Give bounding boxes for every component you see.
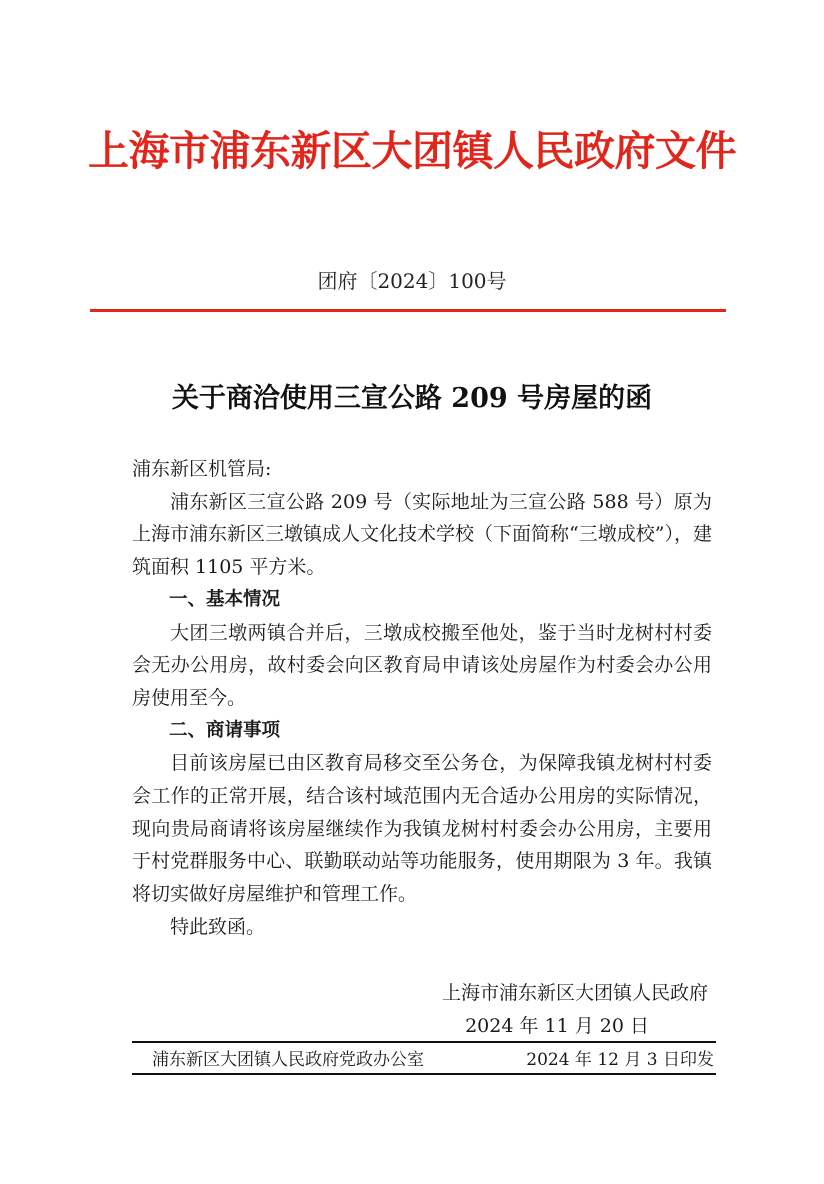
- signer-organization: 上海市浦东新区大团镇人民政府: [441, 982, 708, 1004]
- intro-paragraph: 浦东新区三宣公路 209 号（实际地址为三宣公路 588 号）原为上海市浦东新区三墩镇成人文化技术学校（下面简称“三墩成校”），建筑面积 1105 平方米。: [132, 490, 712, 579]
- section-2-heading: 二、商请事项: [169, 719, 281, 741]
- document-body: [132, 453, 712, 944]
- footer-bottom-rule: [132, 1073, 716, 1075]
- footer-issue-date: 2024 年 12 月 3 日印发: [526, 1050, 714, 1070]
- document-masthead: 上海市浦东新区大团镇人民政府文件: [88, 127, 736, 175]
- footer-top-rule: [132, 1041, 716, 1043]
- red-separator-line: [90, 309, 726, 312]
- footer-issuing-office: 浦东新区大团镇人民政府党政办公室: [152, 1050, 424, 1070]
- salutation: 浦东新区机管局:: [132, 458, 272, 480]
- signature-date: 2024 年 11 月 20 日: [465, 1015, 649, 1037]
- document-number: 团府〔2024〕100号: [317, 269, 507, 293]
- section-1-heading: 一、基本情况: [169, 588, 281, 610]
- section-1-paragraph: 大团三墩两镇合并后，三墩成校搬至他处，鉴于当时龙树村村委会无办公用房，故村委会向区教育局申请该处房屋作为村委会办公用房使用至今。: [132, 621, 712, 709]
- section-2-paragraph: 目前该房屋已由区教育局移交至公务仓，为保障我镇龙树村村委会工作的正常开展，结合该村域范围内无合适办公用房的实际情况，现向贵局商请将该房屋继续作为我镇龙树村村委会办公用房，主要用于村党群服务中心、联勤联动站等功能服务，使用期限为 3 年。我镇将切实做好房屋维护和管理工作。: [132, 752, 712, 906]
- document-title: 关于商洽使用三宣公路 209 号房屋的函: [171, 383, 653, 414]
- closing-line: 特此致函。: [170, 915, 266, 938]
